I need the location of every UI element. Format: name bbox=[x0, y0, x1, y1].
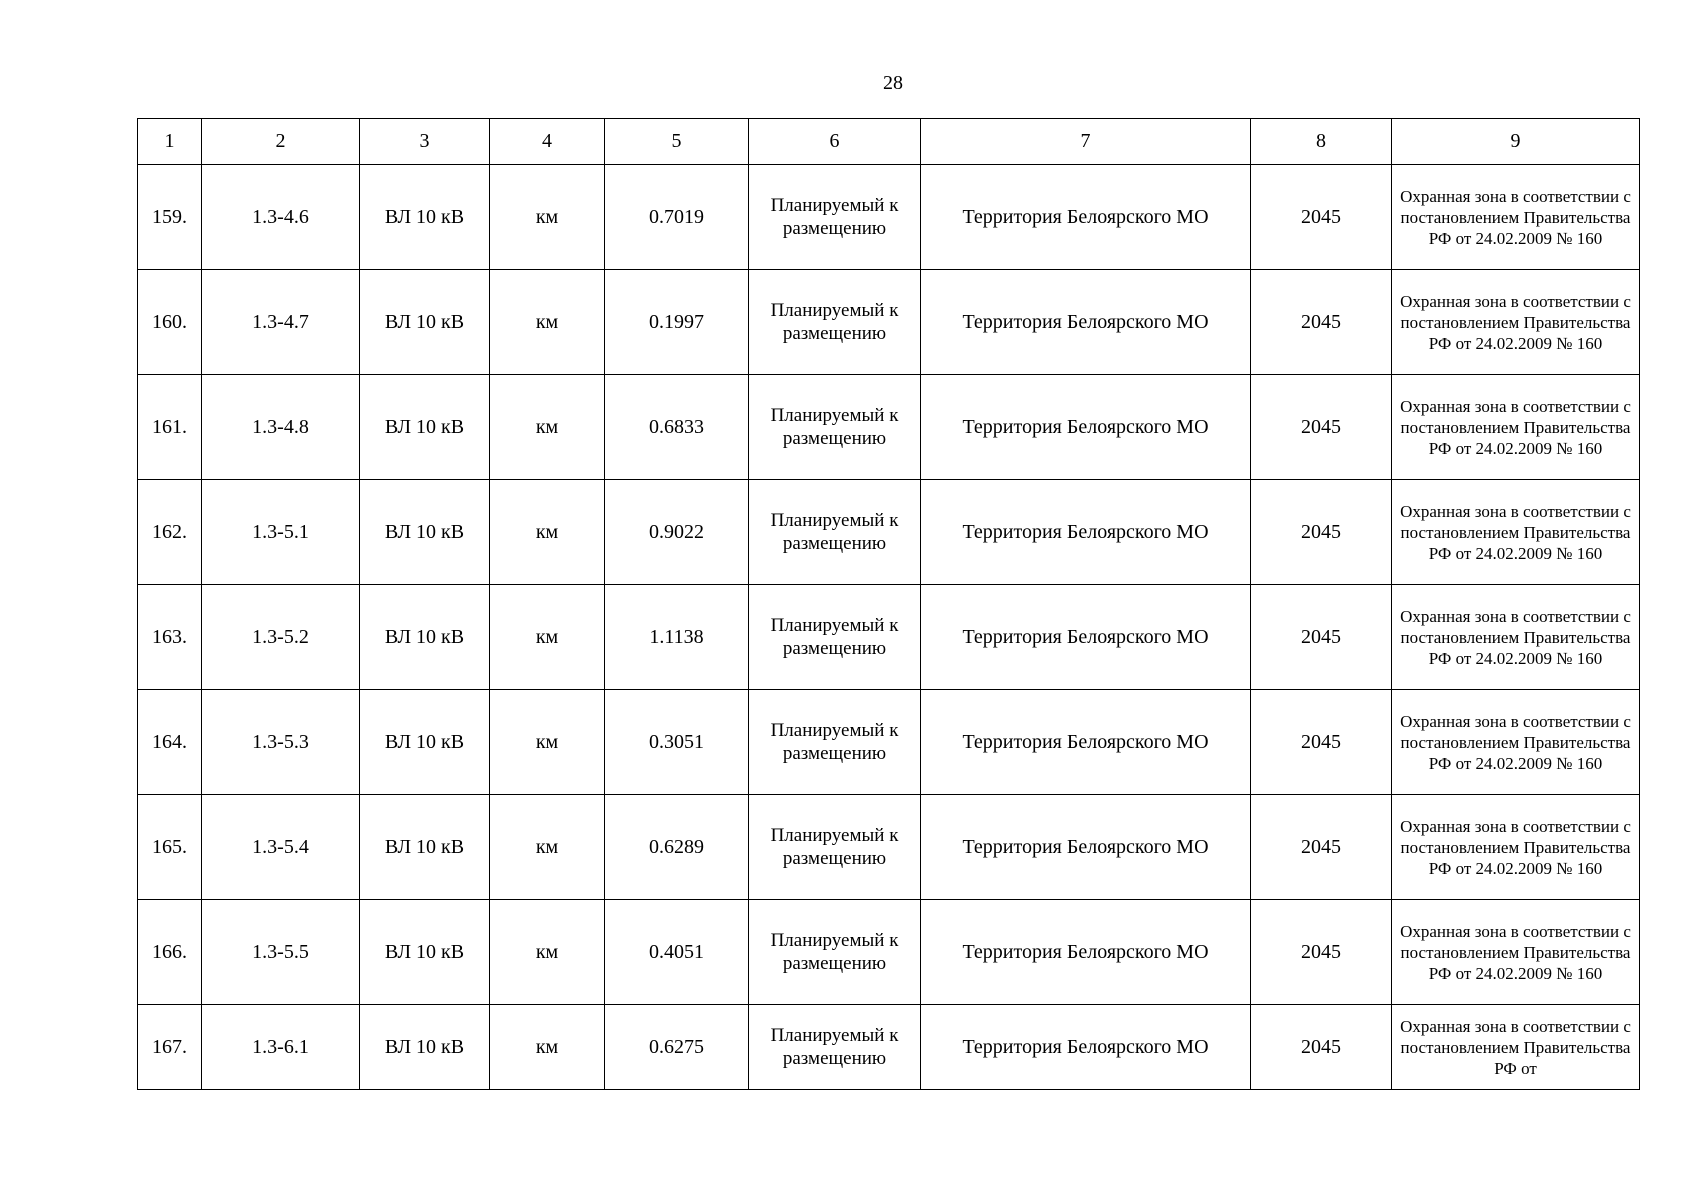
location: Территория Белоярского МО bbox=[921, 585, 1251, 690]
table-row bbox=[138, 270, 1640, 375]
column-header: 1 bbox=[138, 119, 202, 165]
status: Планируемый к размещению bbox=[749, 585, 921, 690]
row-number: 167. bbox=[138, 1005, 202, 1090]
location: Территория Белоярского МО bbox=[921, 375, 1251, 480]
object-code: 1.3-5.2 bbox=[202, 585, 360, 690]
object-code: 1.3-4.7 bbox=[202, 270, 360, 375]
row-number: 160. bbox=[138, 270, 202, 375]
location: Территория Белоярского МО bbox=[921, 270, 1251, 375]
table-row bbox=[138, 795, 1640, 900]
location: Территория Белоярского МО bbox=[921, 1005, 1251, 1090]
status: Планируемый к размещению bbox=[749, 690, 921, 795]
table-row bbox=[138, 900, 1640, 1005]
unit: км bbox=[490, 795, 605, 900]
table-row bbox=[138, 1005, 1640, 1090]
object-name: ВЛ 10 кВ bbox=[360, 795, 490, 900]
length-value: 0.1997 bbox=[605, 270, 749, 375]
object-code: 1.3-6.1 bbox=[202, 1005, 360, 1090]
column-header: 8 bbox=[1251, 119, 1392, 165]
table-row bbox=[138, 165, 1640, 270]
length-value: 0.3051 bbox=[605, 690, 749, 795]
length-value: 1.1138 bbox=[605, 585, 749, 690]
status: Планируемый к размещению bbox=[749, 1005, 921, 1090]
status: Планируемый к размещению bbox=[749, 480, 921, 585]
table-row bbox=[138, 480, 1640, 585]
location: Территория Белоярского МО bbox=[921, 900, 1251, 1005]
year: 2045 bbox=[1251, 375, 1392, 480]
status: Планируемый к размещению bbox=[749, 795, 921, 900]
length-value: 0.4051 bbox=[605, 900, 749, 1005]
year: 2045 bbox=[1251, 585, 1392, 690]
location: Территория Белоярского МО bbox=[921, 165, 1251, 270]
protection-zone: Охранная зона в соответствии с постановлением Правительства РФ от 24.02.2009 № 160 bbox=[1392, 375, 1640, 480]
table-row bbox=[138, 375, 1640, 480]
unit: км bbox=[490, 375, 605, 480]
header-row bbox=[138, 119, 1640, 165]
row-number: 164. bbox=[138, 690, 202, 795]
table-row bbox=[138, 585, 1640, 690]
length-value: 0.6833 bbox=[605, 375, 749, 480]
row-number: 159. bbox=[138, 165, 202, 270]
column-header: 4 bbox=[490, 119, 605, 165]
unit: км bbox=[490, 900, 605, 1005]
length-value: 0.7019 bbox=[605, 165, 749, 270]
row-number: 161. bbox=[138, 375, 202, 480]
location: Территория Белоярского МО bbox=[921, 795, 1251, 900]
location: Территория Белоярского МО bbox=[921, 690, 1251, 795]
protection-zone: Охранная зона в соответствии с постановлением Правительства РФ от 24.02.2009 № 160 bbox=[1392, 165, 1640, 270]
row-number: 166. bbox=[138, 900, 202, 1005]
row-number: 165. bbox=[138, 795, 202, 900]
status: Планируемый к размещению bbox=[749, 270, 921, 375]
protection-zone: Охранная зона в соответствии с постановлением Правительства РФ от 24.02.2009 № 160 bbox=[1392, 795, 1640, 900]
column-header: 2 bbox=[202, 119, 360, 165]
object-code: 1.3-5.4 bbox=[202, 795, 360, 900]
year: 2045 bbox=[1251, 1005, 1392, 1090]
unit: км bbox=[490, 585, 605, 690]
object-name: ВЛ 10 кВ bbox=[360, 375, 490, 480]
object-code: 1.3-4.6 bbox=[202, 165, 360, 270]
object-name: ВЛ 10 кВ bbox=[360, 585, 490, 690]
unit: км bbox=[490, 480, 605, 585]
object-name: ВЛ 10 кВ bbox=[360, 690, 490, 795]
year: 2045 bbox=[1251, 165, 1392, 270]
status: Планируемый к размещению bbox=[749, 165, 921, 270]
location: Территория Белоярского МО bbox=[921, 480, 1251, 585]
object-code: 1.3-5.5 bbox=[202, 900, 360, 1005]
year: 2045 bbox=[1251, 900, 1392, 1005]
object-name: ВЛ 10 кВ bbox=[360, 900, 490, 1005]
year: 2045 bbox=[1251, 795, 1392, 900]
row-number: 162. bbox=[138, 480, 202, 585]
object-code: 1.3-5.1 bbox=[202, 480, 360, 585]
column-header: 6 bbox=[749, 119, 921, 165]
object-name: ВЛ 10 кВ bbox=[360, 165, 490, 270]
length-value: 0.6275 bbox=[605, 1005, 749, 1090]
object-name: ВЛ 10 кВ bbox=[360, 480, 490, 585]
table-row bbox=[138, 690, 1640, 795]
protection-zone: Охранная зона в соответствии с постановлением Правительства РФ от 24.02.2009 № 160 bbox=[1392, 270, 1640, 375]
column-header: 7 bbox=[921, 119, 1251, 165]
protection-zone: Охранная зона в соответствии с постановлением Правительства РФ от 24.02.2009 № 160 bbox=[1392, 480, 1640, 585]
protection-zone: Охранная зона в соответствии с постановлением Правительства РФ от 24.02.2009 № 160 bbox=[1392, 690, 1640, 795]
unit: км bbox=[490, 690, 605, 795]
year: 2045 bbox=[1251, 480, 1392, 585]
length-value: 0.6289 bbox=[605, 795, 749, 900]
year: 2045 bbox=[1251, 690, 1392, 795]
protection-zone: Охранная зона в соответствии с постановлением Правительства РФ от 24.02.2009 № 160 bbox=[1392, 585, 1640, 690]
length-value: 0.9022 bbox=[605, 480, 749, 585]
status: Планируемый к размещению bbox=[749, 900, 921, 1005]
row-number: 163. bbox=[138, 585, 202, 690]
object-code: 1.3-4.8 bbox=[202, 375, 360, 480]
object-code: 1.3-5.3 bbox=[202, 690, 360, 795]
unit: км bbox=[490, 165, 605, 270]
unit: км bbox=[490, 1005, 605, 1090]
page-number: 28 bbox=[883, 72, 903, 94]
year: 2045 bbox=[1251, 270, 1392, 375]
protection-zone: Охранная зона в соответствии с постановлением Правительства РФ от 24.02.2009 № 160 bbox=[1392, 900, 1640, 1005]
column-header: 3 bbox=[360, 119, 490, 165]
protection-zone: Охранная зона в соответствии с постановлением Правительства РФ от bbox=[1392, 1005, 1640, 1090]
column-header: 9 bbox=[1392, 119, 1640, 165]
object-name: ВЛ 10 кВ bbox=[360, 1005, 490, 1090]
column-header: 5 bbox=[605, 119, 749, 165]
registry-table bbox=[137, 118, 1640, 1090]
unit: км bbox=[490, 270, 605, 375]
status: Планируемый к размещению bbox=[749, 375, 921, 480]
object-name: ВЛ 10 кВ bbox=[360, 270, 490, 375]
